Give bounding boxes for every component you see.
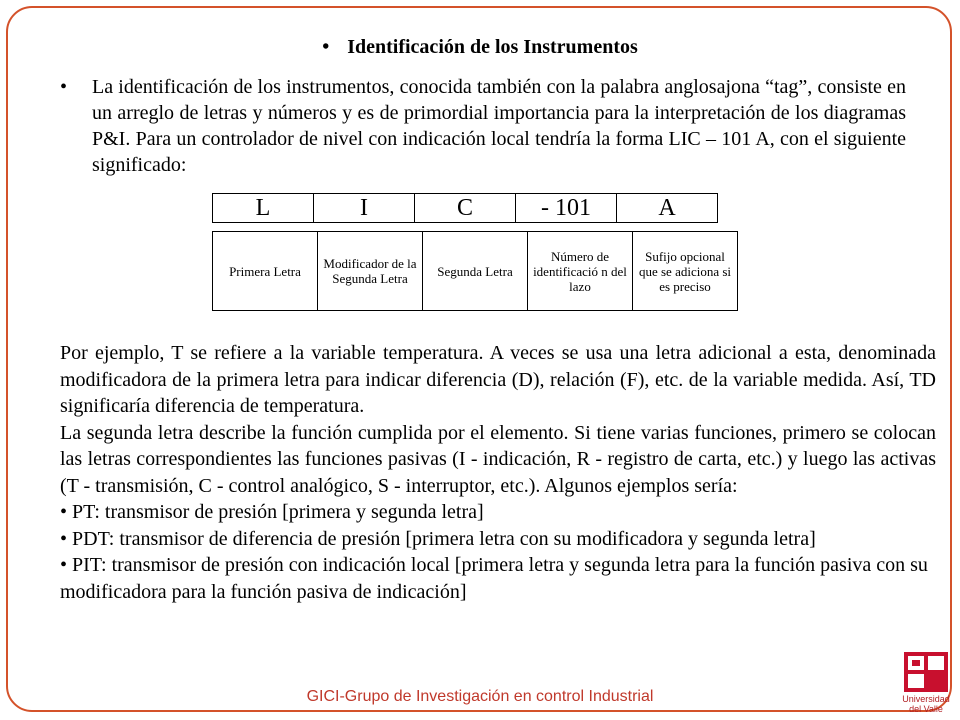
- tag-meaning-cell: Primera Letra: [213, 232, 318, 311]
- intro-bullet: •: [60, 76, 68, 98]
- tag-letters-table: [212, 193, 718, 223]
- title-bullet: •: [322, 36, 330, 58]
- slide-title: [0, 36, 960, 59]
- logo-line-2: del Valle: [909, 704, 943, 714]
- paragraph: Por ejemplo, T se refiere a la variable temperatura. A veces se usa una letra adicional a esta, denominada modificadora de la primera letra para indicar diferencia (D), relación (F), etc. de la variable medida. Así, TD significaría diferencia de temperatura.: [60, 342, 936, 417]
- body-text: [60, 340, 936, 605]
- tag-meaning-cell: Segunda Letra: [423, 232, 528, 311]
- tag-letter-cell: - 101: [516, 194, 617, 223]
- intro-text: La identificación de los instrumentos, conocida también con la palabra anglosajona “tag”, consiste en un arreglo de letras y números y es de primordial importancia para la interpretación de los diagramas P&I. Para un controlador de nivel con indicación local tendría la forma LIC – 101 A, con el siguiente significado:: [92, 76, 906, 176]
- footer-text: GICI-Grupo de Investigación en control Industrial: [306, 688, 654, 705]
- tag-meaning-cell: Modificador de la Segunda Letra: [318, 232, 423, 311]
- example-item: • PT: transmisor de presión [primera y segunda letra]: [60, 501, 484, 523]
- tag-letter-cell: L: [213, 194, 314, 223]
- title-text: Identificación de los Instrumentos: [347, 36, 638, 58]
- tag-letter-cell: A: [617, 194, 718, 223]
- tag-meaning-table: [212, 231, 738, 311]
- logo-emblem-icon: [898, 650, 954, 694]
- tag-letter-cell: C: [415, 194, 516, 223]
- intro-paragraph: [60, 74, 906, 178]
- university-logo: [898, 650, 954, 714]
- tag-meaning-cell: Sufijo opcional que se adiciona si es preciso: [633, 232, 738, 311]
- tag-meaning-cell: Número de identificació n del lazo: [528, 232, 633, 311]
- logo-line-1: Universidad: [902, 694, 950, 704]
- paragraph: La segunda letra describe la función cumplida por el elemento. Si tiene varias funciones, primero se colocan las letras correspondientes las funciones pasivas (I - indicación, R - registro de carta, etc.) y luego las activas (T - transmisión, C - control analógico, S - interruptor, etc.). Algunos ejemplos sería:: [60, 421, 936, 497]
- example-item: • PDT: transmisor de diferencia de presión [primera letra con su modificadora y segunda letra]: [60, 527, 816, 550]
- tag-letter-cell: I: [314, 194, 415, 223]
- example-item: • PIT: transmisor de presión con indicación local [primera letra y segunda letra para la función pasiva con su modificadora para la función pasiva de indicación]: [60, 554, 928, 603]
